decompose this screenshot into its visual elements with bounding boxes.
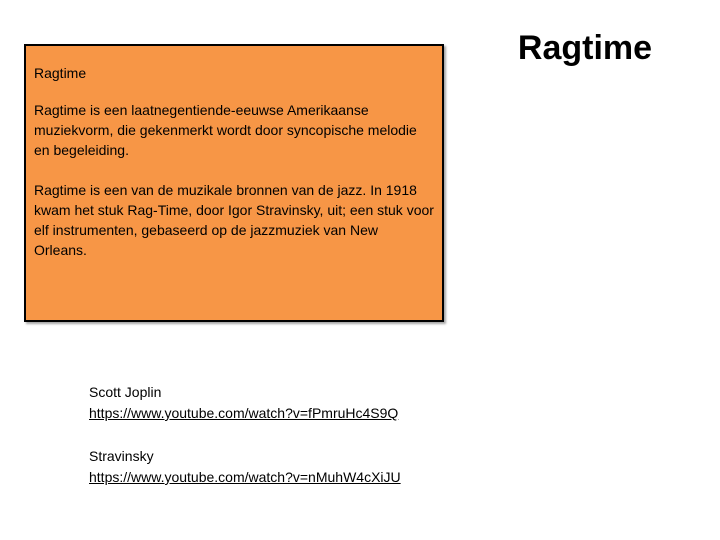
link-label-joplin: Scott Joplin: [89, 384, 162, 400]
link-group-stravinsky: [89, 446, 401, 488]
info-box-heading: Ragtime: [34, 65, 87, 81]
info-paragraph-jazz: Ragtime is een van de muzikale bronnen van de jazz. In 1918 kwam het stuk Rag-Time, door Igor Stravinsky, uit; een stuk voor elf instrumenten, gebaseerd op de jazzmuziek van New Orleans.: [34, 182, 434, 258]
link-group-joplin: [89, 382, 401, 424]
info-paragraph-definition: Ragtime is een laatnegentiende-eeuwse Amerikaanse muziekvorm, die gekenmerkt wordt door syncopische melodie en begeleiding.: [34, 102, 417, 158]
slide-title: Ragtime: [517, 29, 653, 67]
youtube-link-joplin[interactable]: https://www.youtube.com/watch?v=fPmruHc4S9Q: [89, 405, 399, 421]
info-box: [24, 44, 444, 322]
youtube-link-stravinsky[interactable]: https://www.youtube.com/watch?v=nMuhW4cXiJU: [89, 469, 401, 485]
video-links: [89, 382, 401, 510]
link-label-stravinsky: Stravinsky: [89, 448, 154, 464]
